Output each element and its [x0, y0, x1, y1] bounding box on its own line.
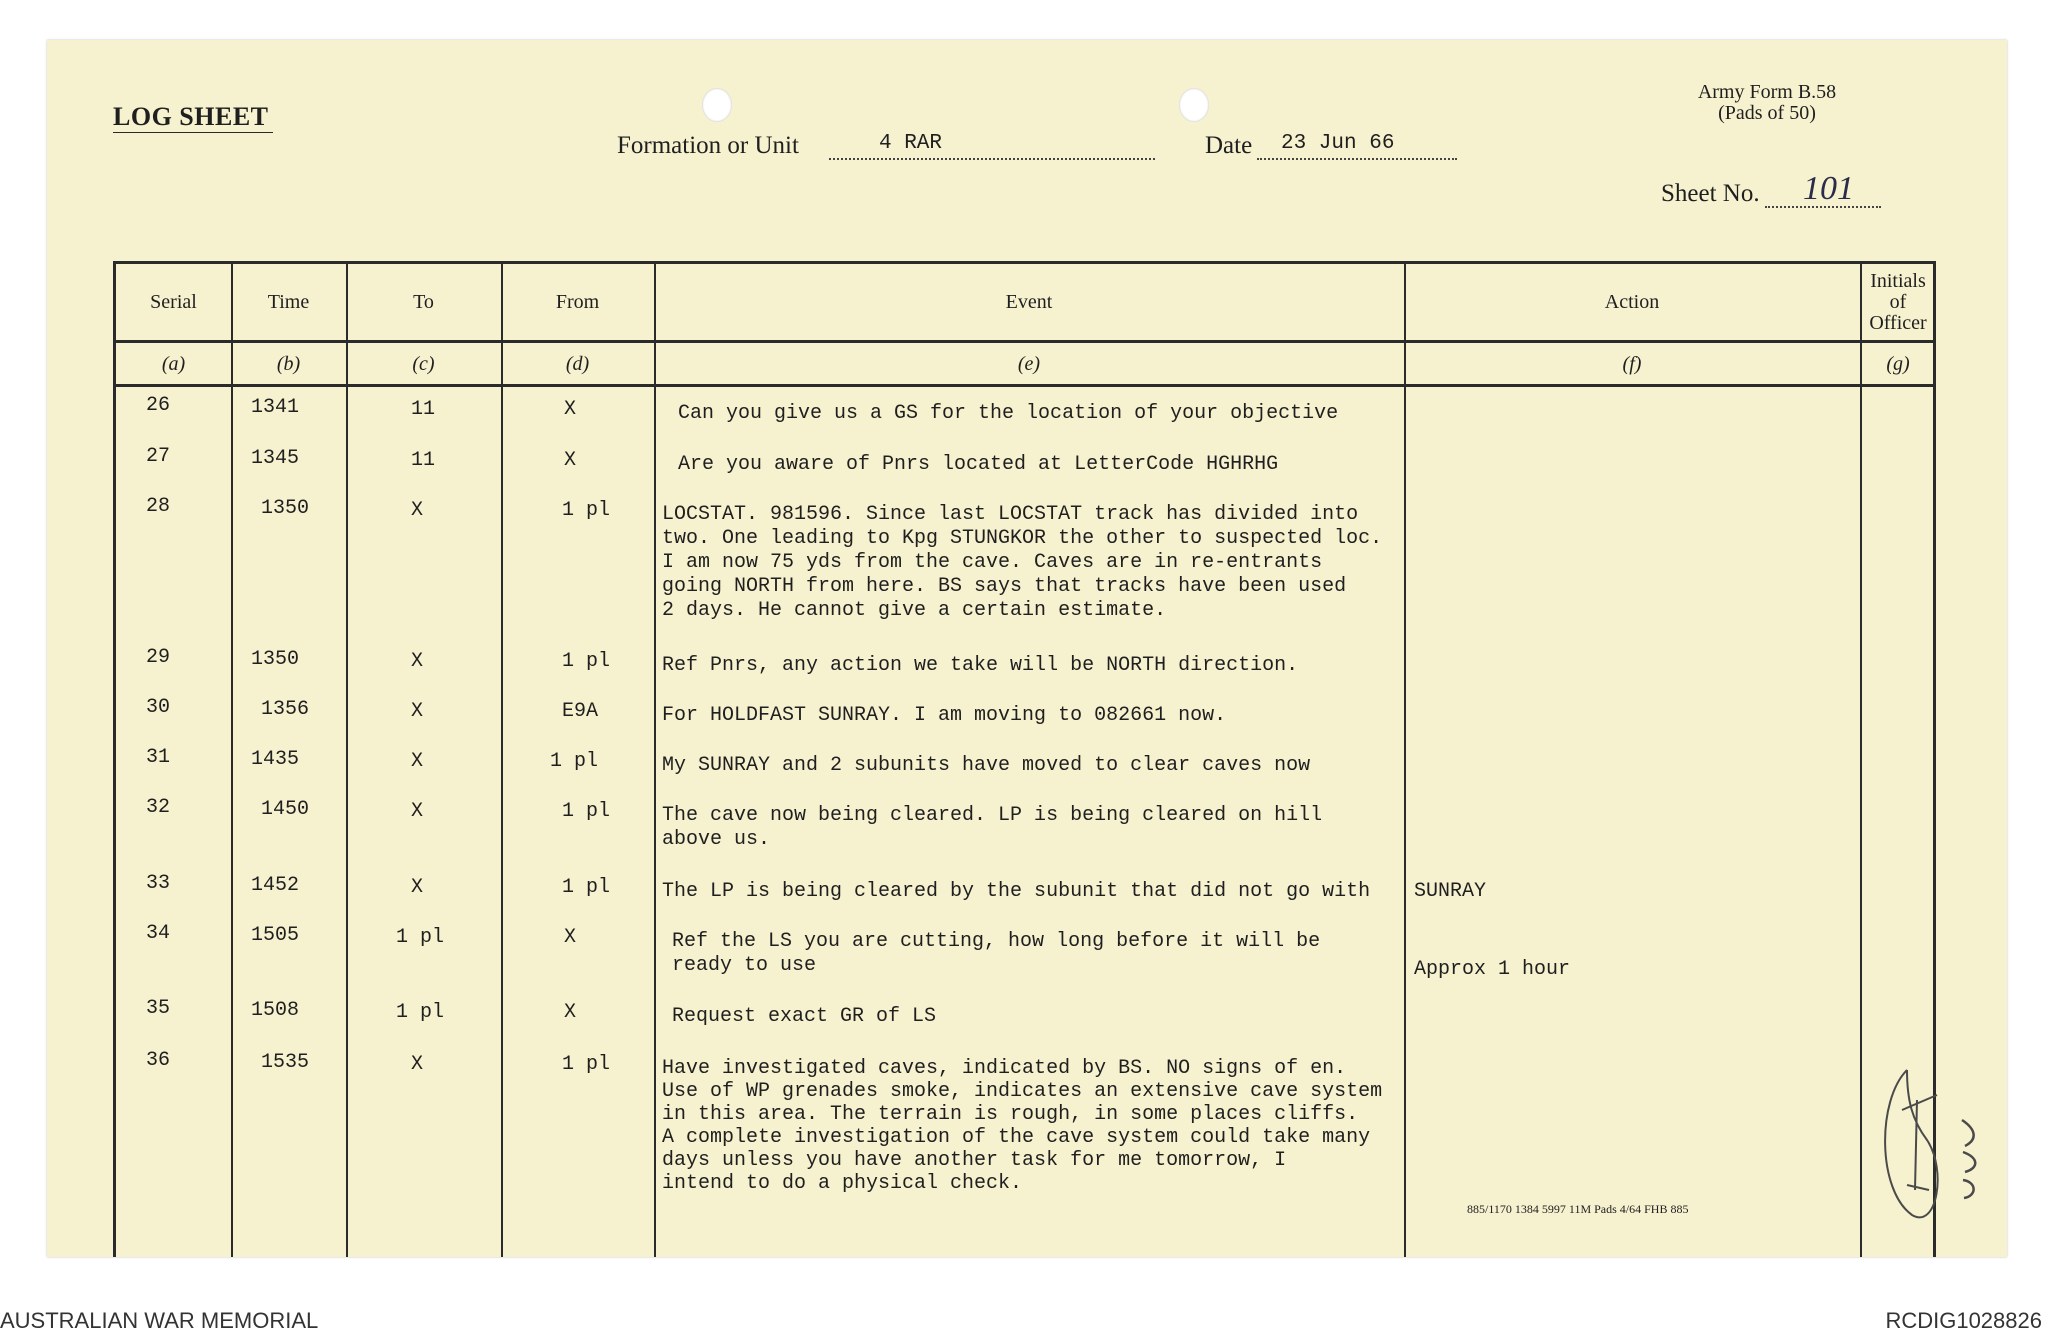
cell-to: X: [411, 499, 424, 522]
cell-from: 1 pl: [550, 750, 599, 773]
title-underline: [113, 132, 273, 133]
cell-time: 1450: [261, 798, 310, 821]
cell-event: Can you give us a GS for the location of your objective: [678, 402, 1339, 425]
col-head-initials: Initials of Officer: [1869, 269, 1927, 334]
cell-action: SUNRAY: [1414, 880, 1487, 903]
cell-serial: 35: [146, 997, 171, 1020]
army-form-label: [1662, 82, 1872, 124]
col-head-event: Event: [1005, 290, 1053, 313]
col-head-to: To: [413, 290, 434, 313]
footer-source: AUSTRALIAN WAR MEMORIAL: [0, 1308, 319, 1333]
formation-label: Formation or Unit: [617, 132, 799, 159]
col-sub-c: (c): [412, 352, 435, 375]
formation-dotted-line: [829, 158, 1155, 160]
cell-from: X: [564, 449, 577, 472]
cell-to: 11: [411, 398, 436, 421]
cell-serial: 34: [146, 922, 171, 945]
cell-event: Have investigated caves, indicated by BS. NO signs of en. Use of WP grenades smoke, indicates an extensive cave system in this area. The terrain is rough, in some places cliffs. A complete investigation of the cave system could take many days unless you have another task for me tomorrow, I intend to do a physical check.: [662, 1057, 1383, 1195]
cell-event: The cave now being cleared. LP is being cleared on hill above us.: [662, 804, 1323, 851]
punch-hole-left: [702, 88, 732, 122]
col-divider: [231, 264, 233, 1257]
cell-from: E9A: [562, 700, 599, 723]
cell-time: 1435: [251, 748, 300, 771]
cell-to: X: [411, 700, 424, 723]
date-value: 23 Jun 66: [1281, 132, 1395, 155]
cell-serial: 33: [146, 872, 171, 895]
army-form-pads: (Pads of 50): [1718, 102, 1816, 124]
officer-initials-signature: [1867, 1040, 2007, 1260]
printer-note: 885/1170 1384 5997 11M Pads 4/64 FHB 885: [1467, 1202, 1689, 1216]
col-head-time: Time: [267, 290, 310, 313]
cell-from: 1 pl: [562, 499, 611, 522]
cell-from: 1 pl: [562, 876, 611, 899]
log-sheet-title: LOG SHEET: [113, 102, 269, 131]
army-form-name: Army Form B.58: [1697, 81, 1837, 103]
cell-time: 1508: [251, 999, 300, 1022]
sheet-no-label: Sheet No.: [1661, 180, 1760, 207]
col-divider: [346, 264, 348, 1257]
cell-event: Are you aware of Pnrs located at LetterCode HGHRHG: [678, 453, 1279, 476]
cell-time: 1345: [251, 447, 300, 470]
cell-serial: 36: [146, 1049, 171, 1072]
cell-serial: 32: [146, 796, 171, 819]
cell-to: 1 pl: [396, 926, 445, 949]
cell-from: 1 pl: [562, 650, 611, 673]
log-sheet-paper: [47, 40, 2007, 1257]
cell-to: X: [411, 800, 424, 823]
cell-to: 1 pl: [396, 1001, 445, 1024]
cell-event: LOCSTAT. 981596. Since last LOCSTAT track has divided into two. One leading to Kpg STUNGKOR the other to suspected loc. I am now 75 yds from the cave. Caves are in re-entrants going NORTH from here. BS says that tracks have been used 2 days. He cannot give a certain estimate.: [662, 503, 1383, 622]
col-head-action: Action: [1604, 290, 1660, 313]
cell-time: 1341: [251, 396, 300, 419]
col-head-from: From: [555, 290, 600, 313]
punch-hole-right: [1179, 88, 1209, 122]
cell-event: For HOLDFAST SUNRAY. I am moving to 082661 now.: [662, 704, 1227, 727]
col-sub-e: (e): [1017, 352, 1041, 375]
cell-serial: 31: [146, 746, 171, 769]
cell-time: 1505: [251, 924, 300, 947]
sheet-no-value: 101: [1803, 170, 1854, 207]
cell-serial: 30: [146, 696, 171, 719]
cell-to: 11: [411, 449, 436, 472]
cell-from: X: [564, 1001, 577, 1024]
col-sub-g: (g): [1886, 352, 1910, 375]
cell-serial: 28: [146, 495, 171, 518]
cell-from: X: [564, 398, 577, 421]
col-divider: [1404, 264, 1406, 1257]
cell-event: Ref Pnrs, any action we take will be NORTH direction.: [662, 654, 1299, 677]
cell-time: 1350: [251, 648, 300, 671]
cell-to: X: [411, 650, 424, 673]
cell-time: 1356: [261, 698, 310, 721]
col-sub-f: (f): [1622, 352, 1642, 375]
footer-record-id: RCDIG1028826: [1885, 1308, 2042, 1333]
cell-serial: 27: [146, 445, 171, 468]
cell-event: Request exact GR of LS: [672, 1005, 937, 1028]
log-table: [113, 261, 1936, 1257]
col-sub-a: (a): [161, 352, 186, 375]
cell-event: Ref the LS you are cutting, how long before it will be ready to use: [672, 930, 1321, 977]
header-rule: [116, 340, 1933, 343]
subheader-rule: [116, 384, 1933, 387]
cell-from: 1 pl: [562, 800, 611, 823]
cell-event: The LP is being cleared by the subunit that did not go with: [662, 880, 1371, 903]
col-divider: [654, 264, 656, 1257]
cell-to: X: [411, 750, 424, 773]
col-sub-d: (d): [565, 352, 590, 375]
cell-from: X: [564, 926, 577, 949]
cell-to: X: [411, 876, 424, 899]
cell-time: 1535: [261, 1051, 310, 1074]
cell-to: X: [411, 1053, 424, 1076]
col-head-serial: Serial: [150, 290, 197, 313]
col-divider: [501, 264, 503, 1257]
cell-serial: 26: [146, 394, 171, 417]
cell-time: 1452: [251, 874, 300, 897]
date-label: Date: [1205, 132, 1253, 159]
date-dotted-line: [1257, 158, 1457, 160]
col-sub-b: (b): [276, 352, 301, 375]
cell-time: 1350: [261, 497, 310, 520]
cell-action: Approx 1 hour: [1414, 958, 1571, 981]
formation-value: 4 RAR: [879, 132, 943, 155]
col-divider: [1860, 264, 1862, 1257]
cell-serial: 29: [146, 646, 171, 669]
cell-event: My SUNRAY and 2 subunits have moved to clear caves now: [662, 754, 1311, 777]
cell-from: 1 pl: [562, 1053, 611, 1076]
